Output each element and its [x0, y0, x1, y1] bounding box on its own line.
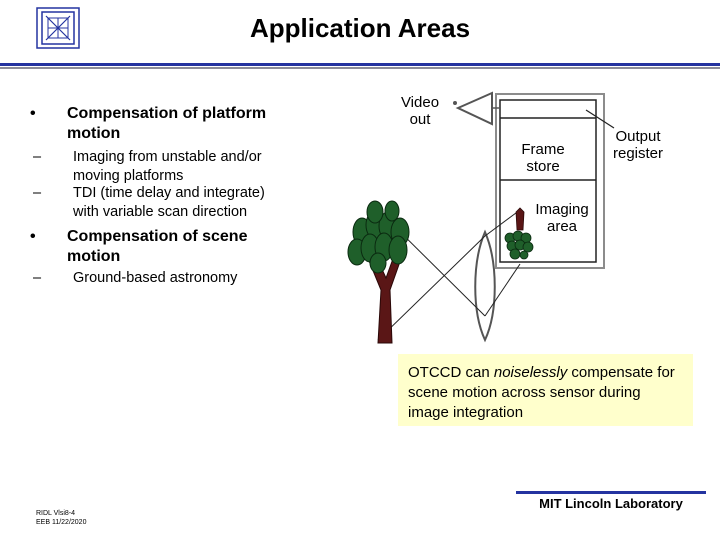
org-name: MIT Lincoln Laboratory	[539, 496, 683, 511]
output-register-label	[600, 128, 676, 162]
bullet-text	[67, 104, 266, 144]
bullet-line: motion	[67, 248, 121, 265]
title-rule-gray	[0, 67, 720, 69]
bullet-glyph: •	[30, 228, 36, 245]
sub-bullet-astronomy	[33, 269, 363, 291]
video-out-label	[388, 94, 452, 128]
bullet-platform-motion	[30, 104, 330, 144]
sub-bullet-tdi	[33, 184, 363, 224]
bullet-glyph: •	[30, 105, 36, 122]
label-line: Imaging	[535, 201, 589, 218]
label-line: out	[409, 111, 431, 128]
dash-glyph: –	[33, 185, 42, 201]
sub-line: TDI (time delay and integrate)	[73, 185, 265, 201]
bullet-line: motion	[67, 125, 121, 142]
tree-icon	[348, 201, 409, 343]
callout-text-before: OTCCD can	[408, 364, 494, 381]
bullet-text	[67, 227, 247, 267]
dash-glyph: –	[33, 270, 42, 286]
bullet-line: Compensation of scene	[67, 228, 248, 245]
sub-bullet-text	[73, 184, 265, 222]
bullet-scene-motion	[30, 227, 330, 267]
otccd-callout	[398, 354, 693, 426]
slide-date-line: EEB 11/22/2020	[36, 519, 87, 526]
sub-bullet-text: Ground-based astronomy	[73, 270, 238, 286]
bullet-line: Compensation of platform	[67, 105, 267, 122]
callout-text-after: compensate for scene motion across sensor during image integration	[408, 364, 675, 421]
label-line: store	[526, 158, 560, 175]
slide-id	[36, 509, 86, 527]
amplifier-dot-icon	[453, 101, 457, 105]
frame-store-label	[508, 141, 578, 175]
lens-icon	[475, 232, 495, 340]
sub-bullet-text	[73, 148, 262, 186]
title-rule-blue	[0, 63, 720, 66]
slide-title: Application Areas	[249, 13, 471, 43]
label-line: Output	[615, 128, 661, 145]
sub-line: Imaging from unstable and/or	[73, 149, 262, 165]
label-line: Frame	[521, 141, 565, 158]
label-line: Video	[400, 94, 440, 111]
dash-glyph: –	[33, 149, 42, 165]
sub-bullet-unstable-platforms	[33, 148, 363, 188]
output-amplifier-icon	[458, 93, 492, 124]
label-line: register	[612, 145, 664, 162]
label-line: area	[546, 218, 578, 235]
sub-line: moving platforms	[73, 168, 184, 184]
sub-line: with variable scan direction	[73, 204, 248, 220]
slide-id-line: RIDL Vlsi8-4	[36, 510, 76, 517]
imaging-area-label	[526, 201, 598, 235]
callout-emphasis: noiselessly	[493, 364, 568, 381]
